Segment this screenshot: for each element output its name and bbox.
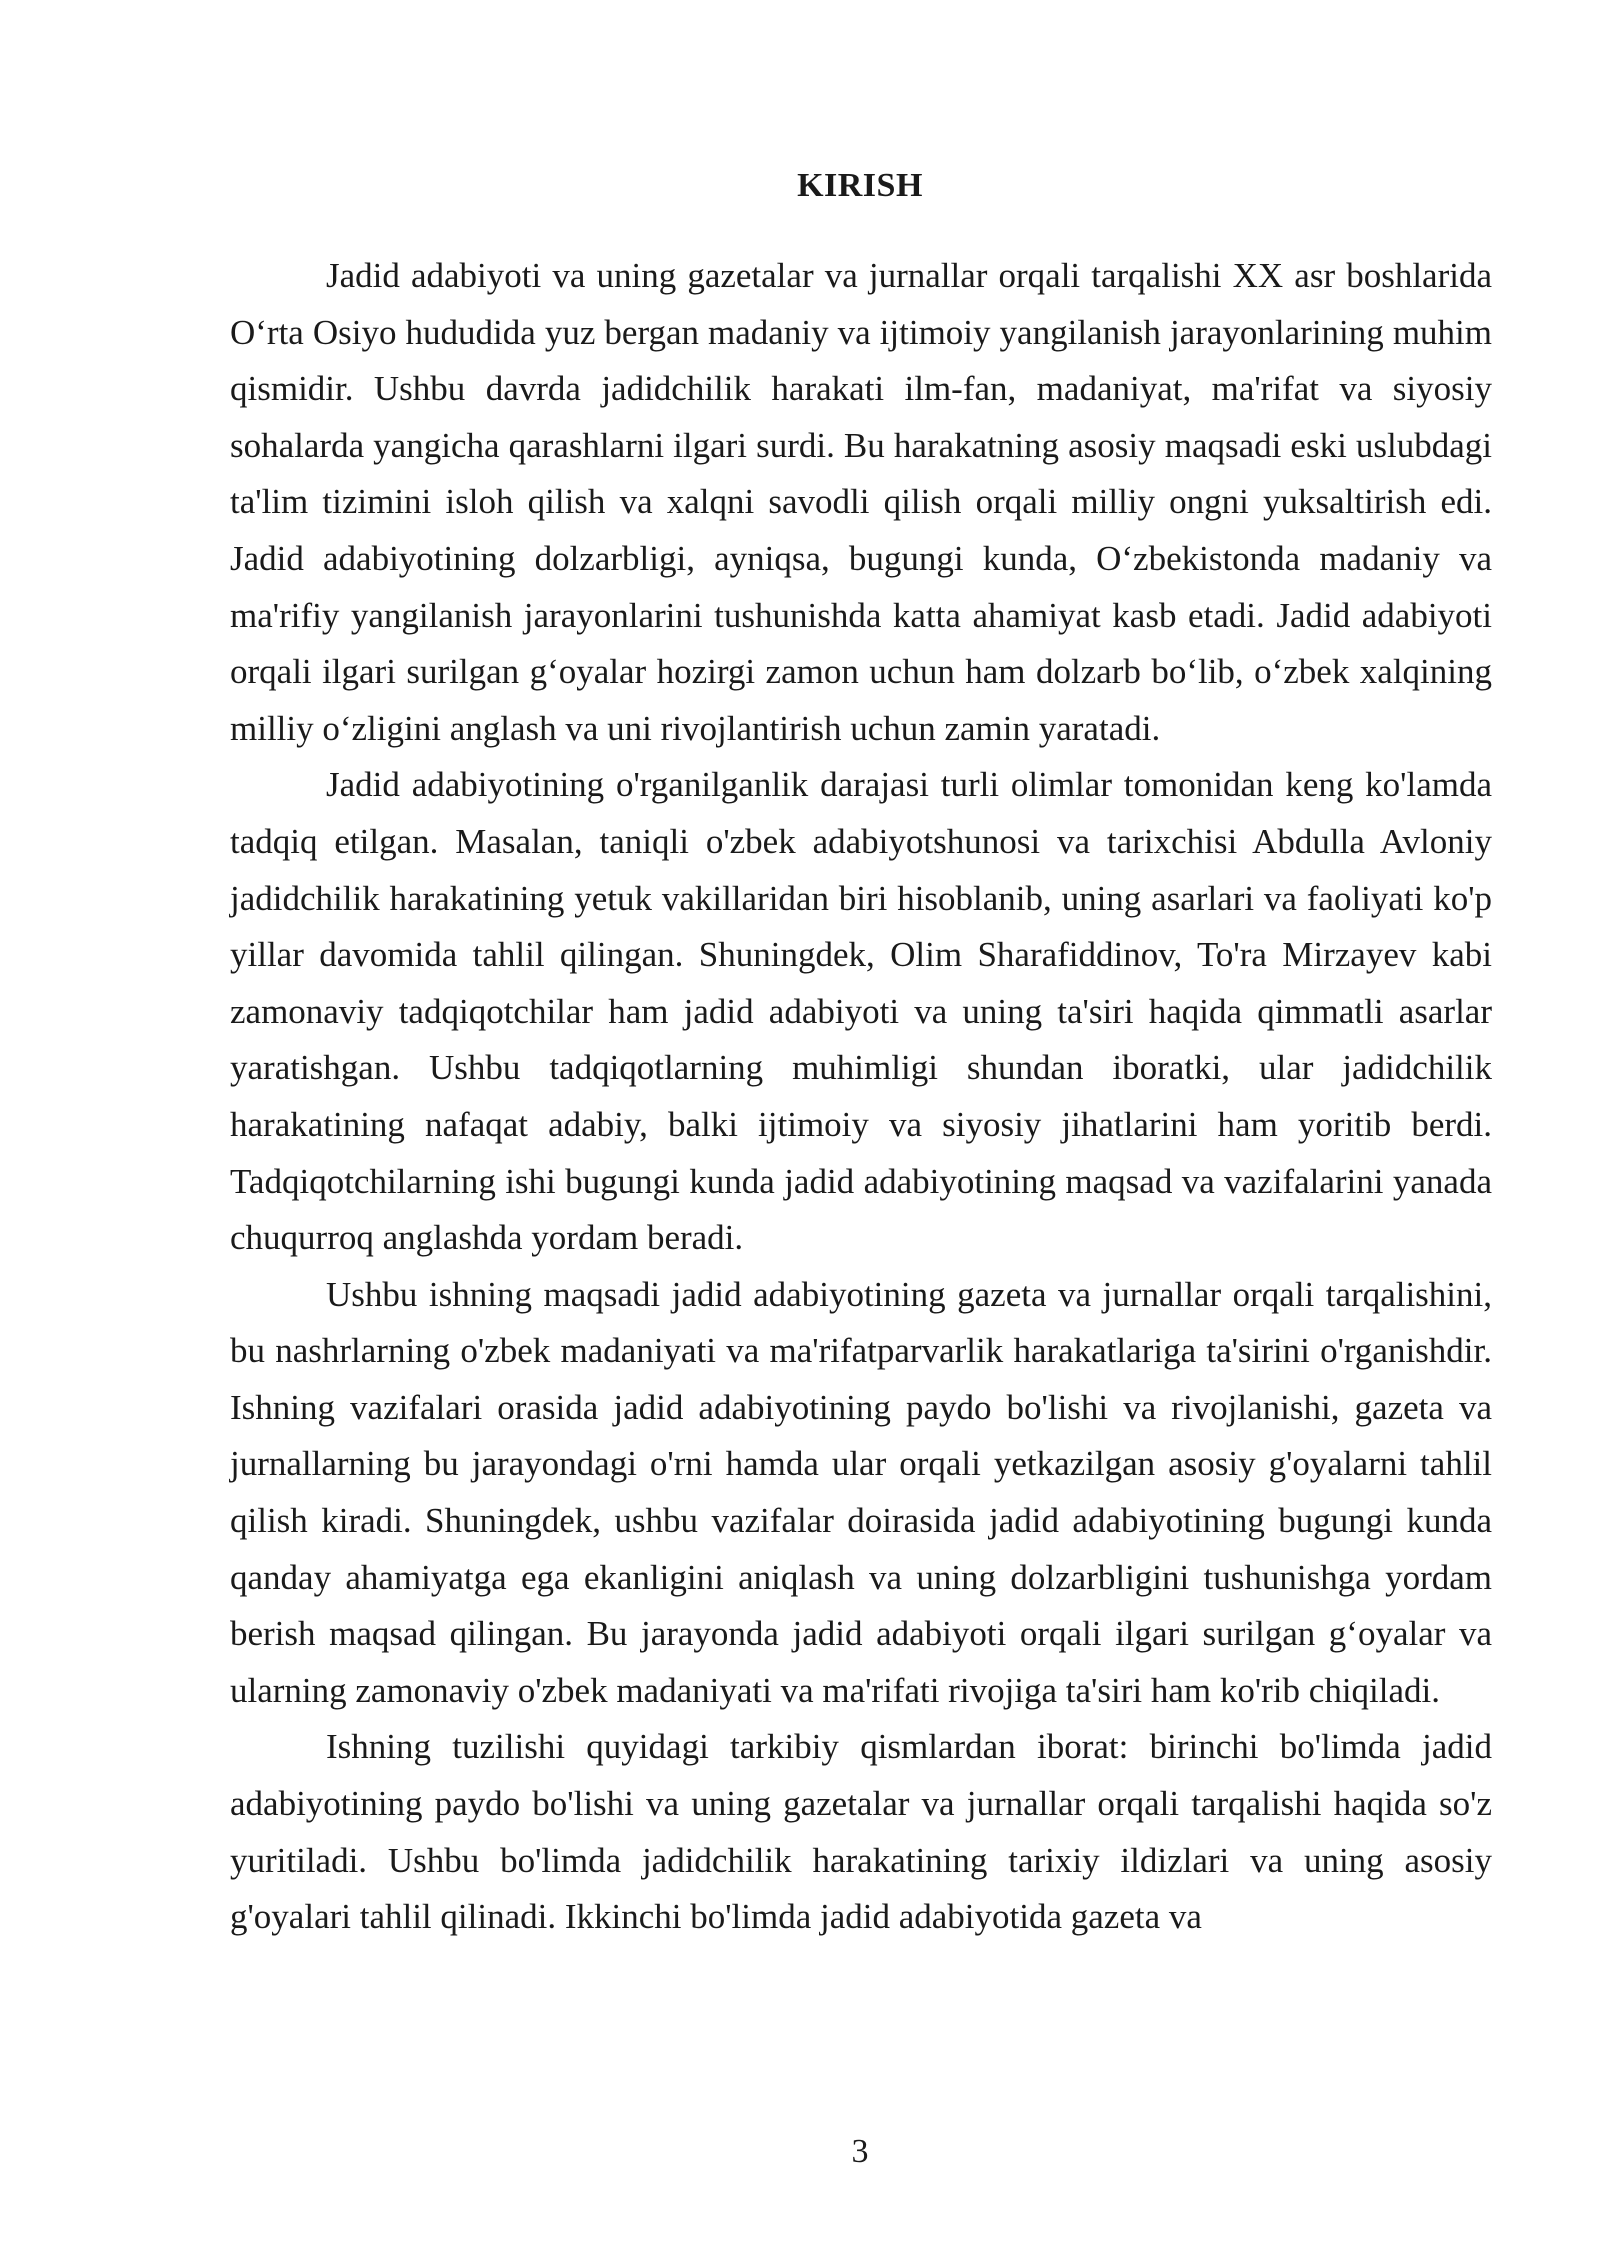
document-body [230, 248, 1492, 1946]
page-number: 3 [851, 2133, 869, 2170]
paragraph-4: Ishning tuzilishi quyidagi tarkibiy qismlardan iborat: birinchi bo'limda jadid adabiyotining paydo bo'lishi va uning gazetalar va jurnallar orqali tarqalishi haqida so'z yuritiladi. Ushbu bo'limda jadidchilik harakatining tarixiy ildizlari va uning asosiy g'oyalari tahlil qilinadi. Ikkinchi bo'limda jadid adabiyotida gazeta va [230, 1727, 1492, 1937]
paragraph-3: Ushbu ishning maqsadi jadid adabiyotining gazeta va jurnallar orqali tarqalishini, bu nashrlarning o'zbek madaniyati va ma'rifatparvarlik harakatlariga ta'sirini o'rganishdir. Ishning vazifalari orasida jadid adabiyotining paydo bo'lishi va rivojlanishi, gazeta va jurnallarning bu jarayondagi o'rni hamda ular orqali yetkazilgan asosiy g'oyalarni tahlil qilish kiradi. Shuningdek, ushbu vazifalar doirasida jadid adabiyotining bugungi kunda qanday ahamiyatga ega ekanligini aniqlash va uning dolzarbligini tushunishga yordam berish maqsad qilingan. Bu jarayonda jadid adabiyoti orqali ilgari surilgan g‘oyalar va ularning zamonaviy o'zbek madaniyati va ma'rifati rivojiga ta'siri ham ko'rib chiqiladi. [230, 1274, 1492, 1710]
paragraph-1: Jadid adabiyoti va uning gazetalar va jurnallar orqali tarqalishi XX asr boshlarida O‘rta Osiyo hududida yuz bergan madaniy va ijtimoiy yangilanish jarayonlarining muhim qismidir. Ushbu davrda jadidchilik harakati ilm-fan, madaniyat, ma'rifat va siyosiy sohalarda yangicha qarashlarni ilgari surdi. Bu harakatning asosiy maqsadi eski uslubdagi ta'lim tizimini isloh qilish va xalqni savodli qilish orqali milliy ongni yuksaltirish edi. Jadid adabiyotining dolzarbligi, ayniqsa, bugungi kunda, O‘zbekistonda madaniy va ma'rifiy yangilanish jarayonlarini tushunishda katta ahamiyat kasb etadi. Jadid adabiyoti orqali ilgari surilgan g‘oyalar hozirgi zamon uchun ham dolzarb bo‘lib, o‘zbek xalqining milliy o‘zligini anglash va uni rivojlantirish uchun zamin yaratadi. [230, 256, 1492, 748]
page-title: KIRISH [797, 167, 923, 204]
paragraph-2: Jadid adabiyotining o'rganilganlik darajasi turli olimlar tomonidan keng ko'lamda tadqiq etilgan. Masalan, taniqli o'zbek adabiyotshunosi va tarixchisi Abdulla Avloniy jadidchilik harakatining yetuk vakillaridan biri hisoblanib, uning asarlari va faoliyati ko'p yillar davomida tahlil qilingan. Shuningdek, Olim Sharafiddinov, To'ra Mirzayev kabi zamonaviy tadqiqotchilar ham jadid adabiyoti va uning ta'siri haqida qimmatli asarlar yaratishgan. Ushbu tadqiqotlarning muhimligi shundan iboratki, ular jadidchilik harakatining nafaqat adabiy, balki ijtimoiy va siyosiy jihatlarini ham yoritib berdi. Tadqiqotchilarning ishi bugungi kunda jadid adabiyotining maqsad va vazifalarini yanada chuqurroq anglashda yordam beradi. [230, 765, 1492, 1258]
